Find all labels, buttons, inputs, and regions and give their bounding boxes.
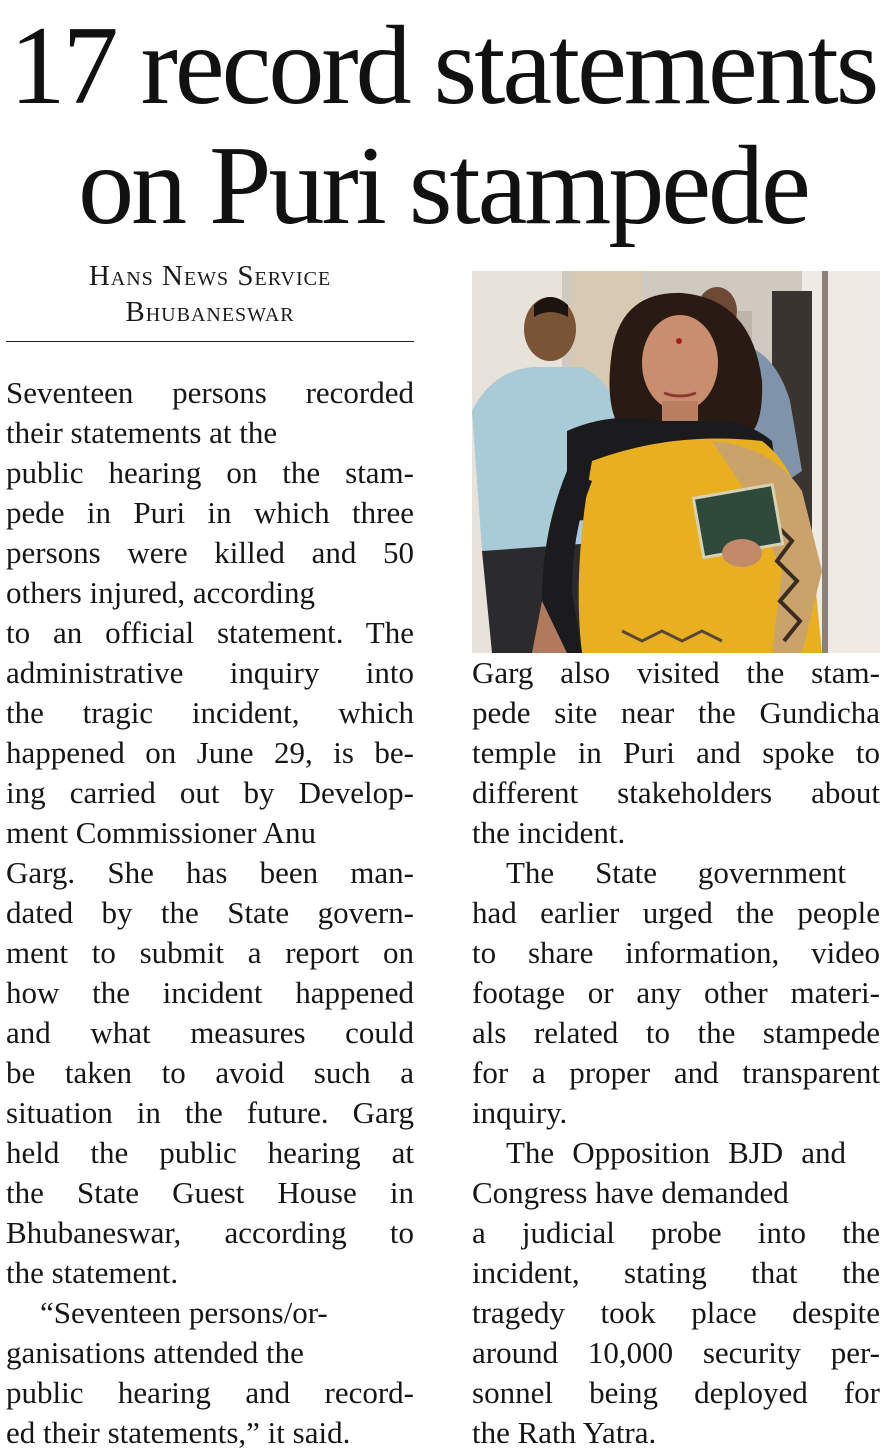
text-line: happened on June 29, is be- bbox=[6, 735, 414, 770]
byline-place: Bhubaneswar bbox=[125, 296, 295, 328]
text-line: situation in the future. Garg bbox=[6, 1095, 414, 1130]
paragraph-3 bbox=[472, 653, 880, 853]
text-line: ganisations attended the bbox=[6, 1335, 304, 1370]
text-line: the statement. bbox=[6, 1255, 179, 1290]
text-line: ment Commissioner Anu bbox=[6, 815, 316, 850]
text-line: ed their statements,” it said. bbox=[6, 1415, 351, 1450]
paragraph-4 bbox=[472, 853, 880, 1133]
text-line: als related to the stampede bbox=[472, 1015, 880, 1050]
text-line: for a proper and transparent bbox=[472, 1055, 880, 1090]
text-line: be taken to avoid such a bbox=[6, 1055, 414, 1090]
text-line: the tragic incident, which bbox=[6, 695, 414, 730]
text-line: their statements at the bbox=[6, 415, 278, 450]
text-line: Congress have demanded bbox=[472, 1175, 789, 1210]
text-line: public hearing on the stam- bbox=[6, 455, 414, 490]
text-line: others injured, according bbox=[6, 575, 316, 610]
paragraph-2 bbox=[6, 1293, 414, 1453]
text-line: temple in Puri and spoke to bbox=[472, 735, 880, 770]
text-line: Garg also visited the stam- bbox=[472, 655, 880, 690]
text-line: the State Guest House in bbox=[6, 1175, 414, 1210]
text-line: had earlier urged the people bbox=[472, 895, 880, 930]
headline-line-2: on Puri stampede bbox=[78, 124, 808, 248]
paragraph-5 bbox=[472, 1133, 880, 1453]
text-line: tragedy took place despite bbox=[472, 1295, 880, 1330]
text-line: persons were killed and 50 bbox=[6, 535, 414, 570]
text-line: a judicial probe into the bbox=[472, 1215, 880, 1250]
text-line: the Rath Yatra. bbox=[472, 1415, 657, 1450]
text-line: “Seventeen persons/or- bbox=[40, 1295, 328, 1330]
text-line: The Opposition BJD and bbox=[506, 1135, 846, 1170]
news-photo bbox=[472, 271, 880, 653]
article-column-1 bbox=[6, 373, 414, 1453]
text-line: around 10,000 security per- bbox=[472, 1335, 880, 1370]
text-line: how the incident happened bbox=[6, 975, 414, 1010]
article-column-2 bbox=[472, 653, 880, 1453]
text-line: dated by the State govern- bbox=[6, 895, 414, 930]
text-line: pede site near the Gundicha bbox=[472, 695, 880, 730]
text-line: and what measures could bbox=[6, 1015, 414, 1050]
text-line: Bhubaneswar, according to bbox=[6, 1215, 414, 1250]
text-line: inquiry. bbox=[472, 1095, 568, 1130]
headline-line-1: 17 record statements bbox=[9, 4, 877, 128]
text-line: to share information, video bbox=[472, 935, 880, 970]
text-line: sonnel being deployed for bbox=[472, 1375, 880, 1410]
headline bbox=[0, 6, 886, 246]
text-line: public hearing and record- bbox=[6, 1375, 414, 1410]
text-line: Seventeen persons recorded bbox=[6, 375, 414, 410]
text-line: to an official statement. The bbox=[6, 615, 414, 650]
text-line: pede in Puri in which three bbox=[6, 495, 414, 530]
byline-divider bbox=[6, 341, 414, 342]
byline-agency: Hans News Service bbox=[88, 260, 332, 292]
text-line: Garg. She has been man- bbox=[6, 855, 414, 890]
byline bbox=[6, 258, 414, 330]
text-line: ment to submit a report on bbox=[6, 935, 414, 970]
paragraph-1 bbox=[6, 373, 414, 1293]
text-line: the incident. bbox=[472, 815, 626, 850]
text-line: different stakeholders about bbox=[472, 775, 880, 810]
text-line: footage or any other materi- bbox=[472, 975, 880, 1010]
text-line: incident, stating that the bbox=[472, 1255, 880, 1290]
news-photo-image bbox=[472, 271, 880, 653]
text-line: The State government bbox=[506, 855, 846, 890]
text-line: administrative inquiry into bbox=[6, 655, 414, 690]
text-line: ing carried out by Develop- bbox=[6, 775, 414, 810]
text-line: held the public hearing at bbox=[6, 1135, 414, 1170]
